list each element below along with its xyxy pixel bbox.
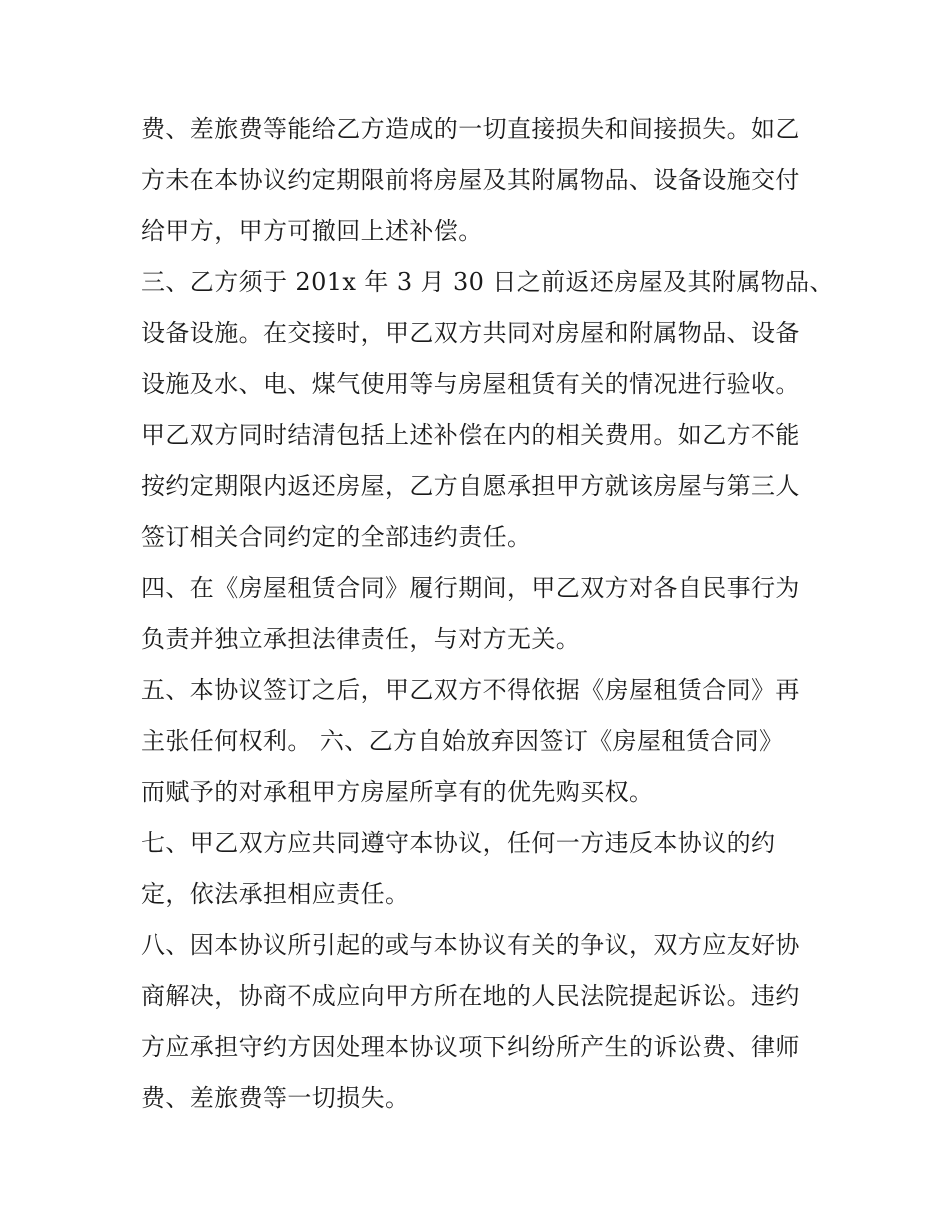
- text-line: 甲乙双方同时结清包括上述补偿在内的相关费用。如乙方不能: [141, 421, 800, 449]
- text-line: 八、因本协议所引起的或与本协议有关的争议，双方应友好协: [141, 931, 800, 959]
- text-line: 设施及水、电、煤气使用等与房屋租赁有关的情况进行验收。: [141, 370, 800, 398]
- text-line: 方应承担守约方因处理本协议项下纠纷所产生的诉讼费、律师: [141, 1033, 800, 1061]
- text-line: 签订相关合同约定的全部违约责任。: [141, 523, 532, 551]
- text-line: 商解决，协商不成应向甲方所在地的人民法院提起诉讼。违约: [141, 982, 800, 1010]
- text-line: 七、甲乙双方应共同遵守本协议，任何一方违反本协议的约: [141, 829, 776, 857]
- text-line: 方未在本协议约定期限前将房屋及其附属物品、设备设施交付: [141, 166, 800, 194]
- text-line: 费、差旅费等能给乙方造成的一切直接损失和间接损失。如乙: [141, 115, 800, 143]
- text-line: 费、差旅费等一切损失。: [141, 1084, 410, 1112]
- text-line: 按约定期限内返还房屋，乙方自愿承担甲方就该房屋与第三人: [141, 472, 800, 500]
- text-line: 五、本协议签订之后，甲乙双方不得依据《房屋租赁合同》再: [141, 676, 800, 704]
- text-line: 三、乙方须于 201x 年 3 月 30 日之前返还房屋及其附属物品、: [141, 268, 834, 296]
- text-line: 给甲方，甲方可撤回上述补偿。: [141, 217, 483, 245]
- text-line: 四、在《房屋租赁合同》履行期间，甲乙双方对各自民事行为: [141, 574, 800, 602]
- text-line: 定，依法承担相应责任。: [141, 880, 410, 908]
- text-line: 负责并独立承担法律责任，与对方无关。: [141, 625, 581, 653]
- text-line: 主张任何权利。 六、乙方自始放弃因签订《房屋租赁合同》: [141, 727, 784, 755]
- text-line: 而赋予的对承租甲方房屋所享有的优先购买权。: [141, 778, 654, 806]
- text-line: 设备设施。在交接时，甲乙双方共同对房屋和附属物品、设备: [141, 319, 800, 347]
